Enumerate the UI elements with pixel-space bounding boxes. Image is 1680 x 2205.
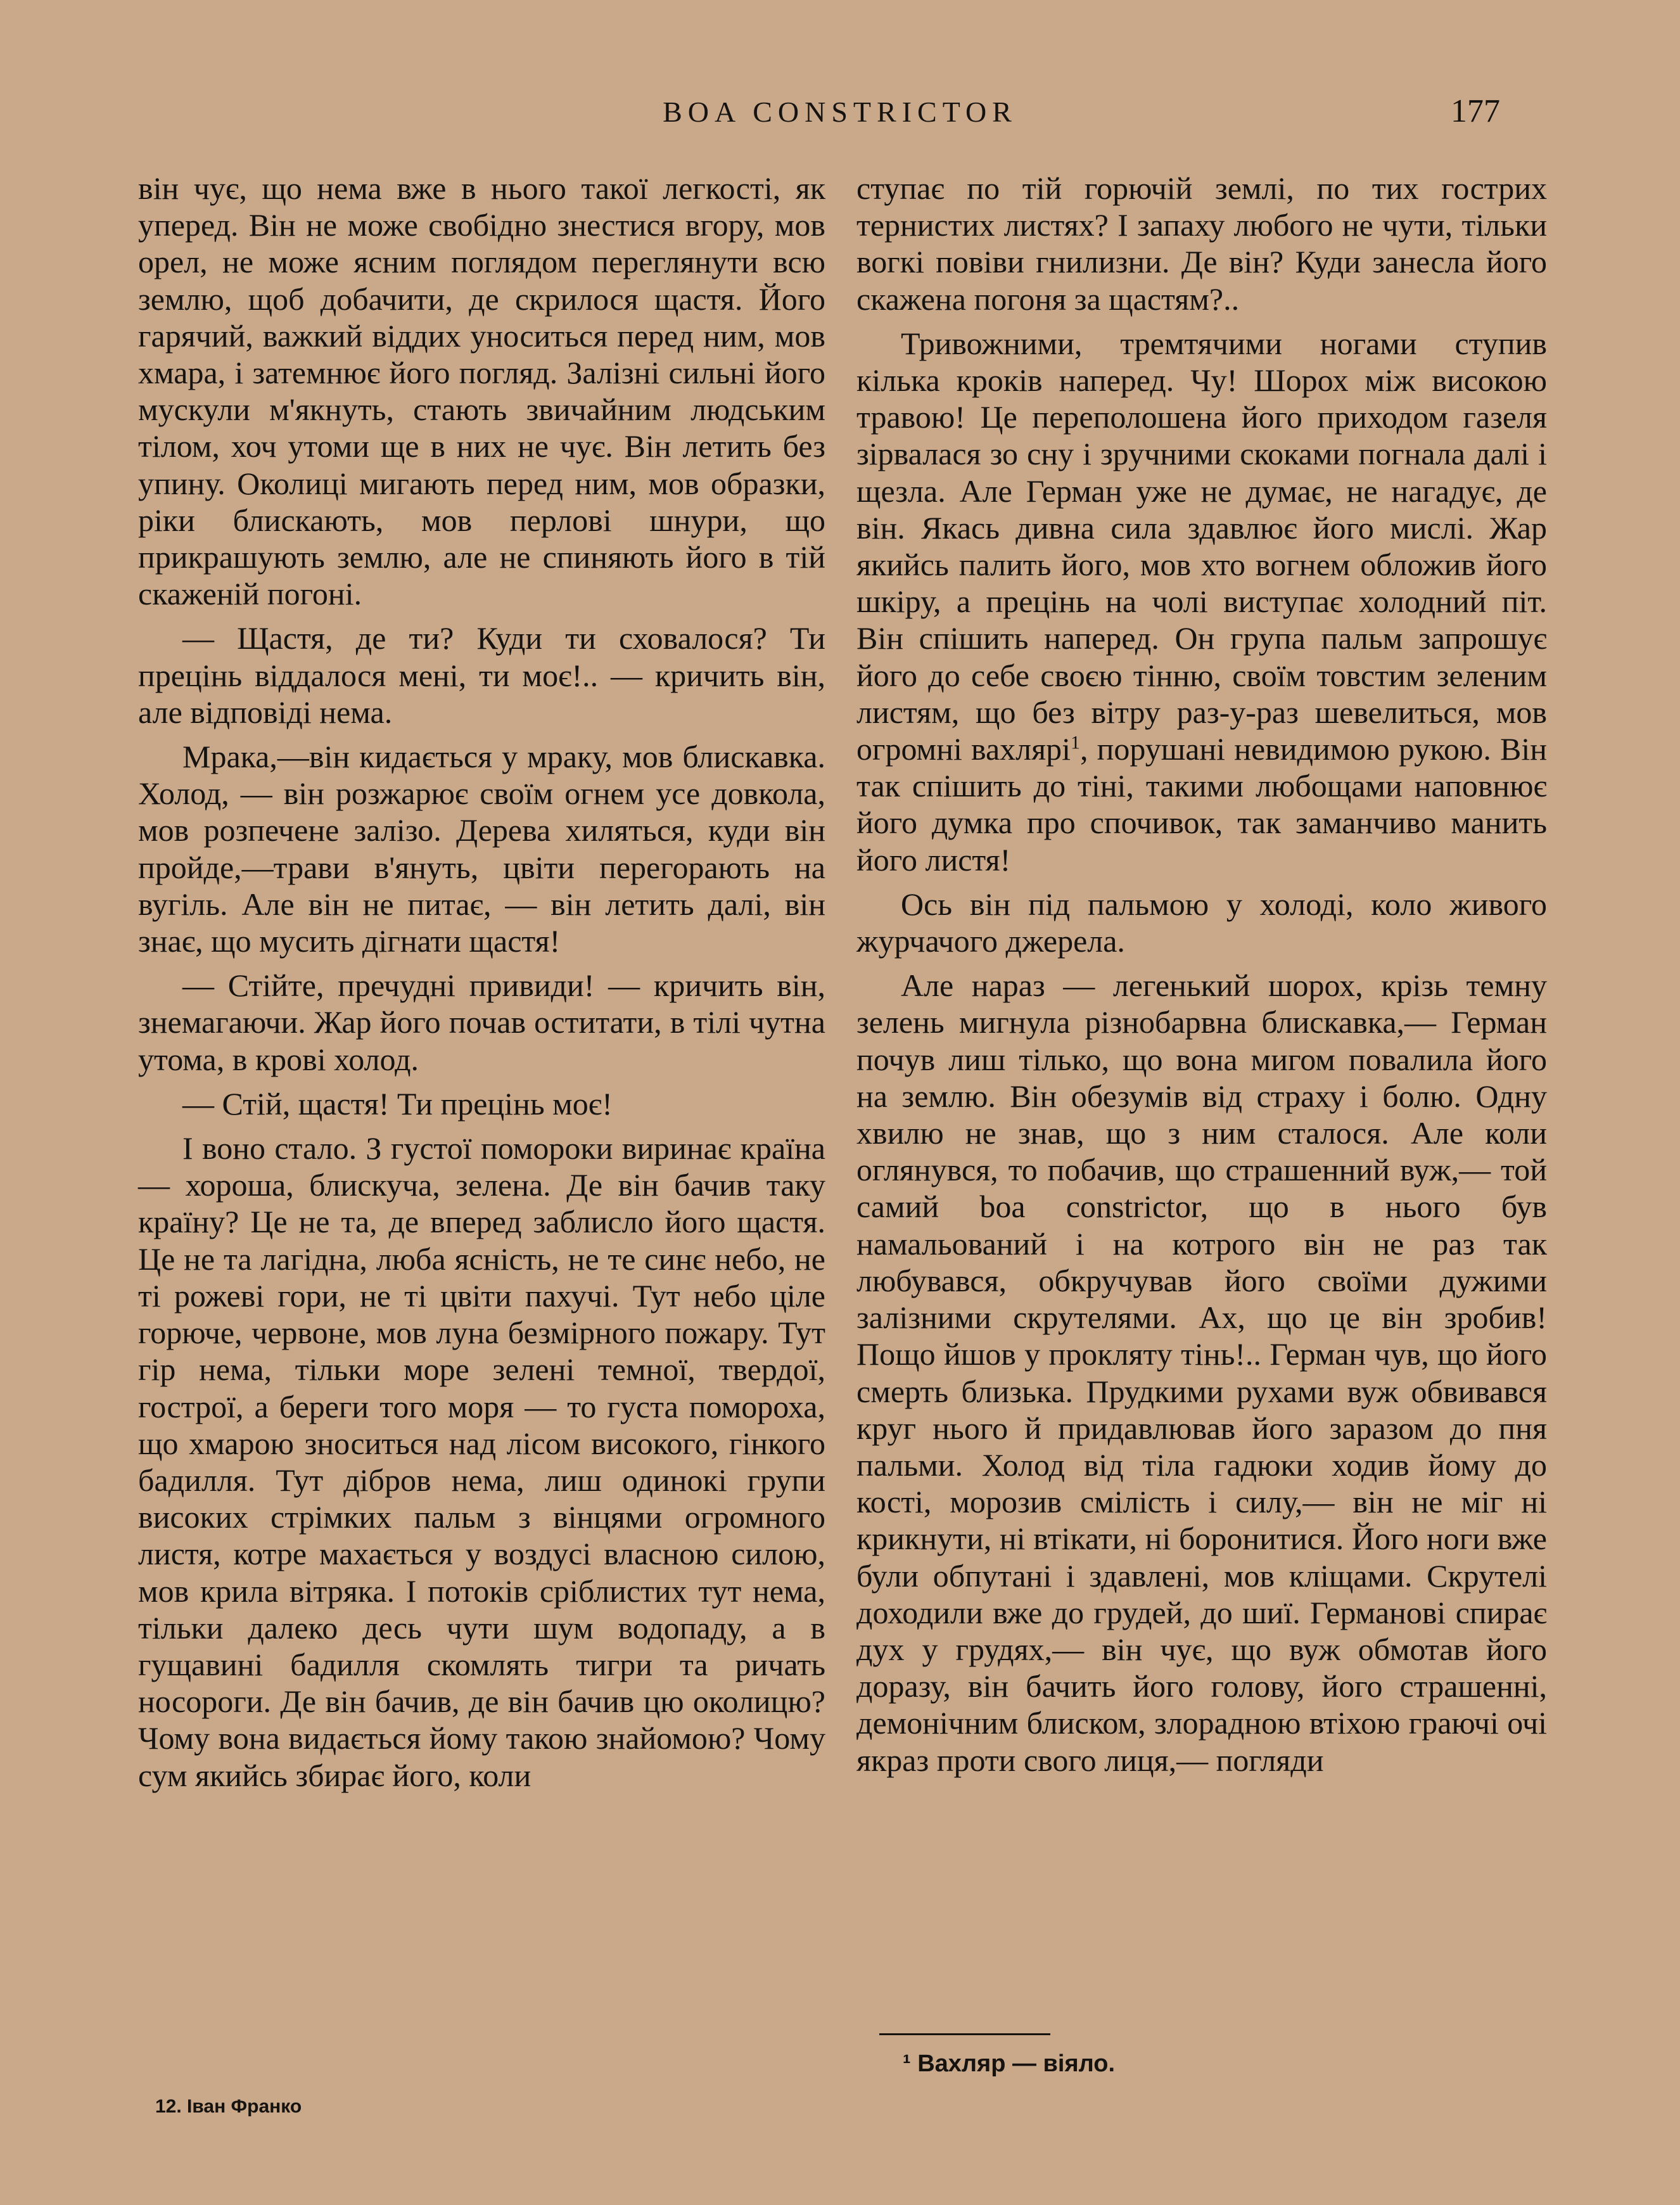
paragraph xyxy=(856,325,1547,878)
paragraph-text-tail: , порушані невидимою рукою. Він так спішить до тіні, такими любощами наповнює його думка про спочивок, так заманчиво манить його листя! xyxy=(856,731,1547,878)
signature-mark: 12. Іван Франко xyxy=(155,2096,302,2117)
left-column xyxy=(138,170,825,1801)
paragraph: він чує, що нема вже в нього такої легкості, як уперед. Він не може свобідно знестися вгору, мов орел, не може ясним поглядом переглянути всю землю, щоб добачити, де скрилося щастя. Його гарячий, важкий віддих уноситься перед ним, мов хмара, і затемнює його погляд. Залізні сильні його мускули м'якнуть, стають звичайним людським тілом, хоч утоми ще в них не чує. Він летить без упину. Околиці мигають перед ним, мов образки, ріки блискають, мов перлові шнури, що прикрашують землю, але не спиняють його в тій скаженій погоні. xyxy=(138,170,825,612)
footnote-rule xyxy=(879,2033,1050,2035)
footnote-marker: 1 xyxy=(1070,732,1080,753)
paragraph: Мрака,—він кидається у мраку, мов блискавка. Холод, — він розжарює своїм огнем усе довкола, мов розпечене залізо. Дерева хиляться, куди він пройде,—трави в'януть, цвіти перегорають на вугіль. Але він не питає, — він летить далі, він знає, що мусить дігнати щастя! xyxy=(138,739,825,959)
running-head xyxy=(0,95,1680,139)
footnote: ¹ Вахляр — віяло. xyxy=(903,2050,1116,2077)
paragraph: — Стійте, пречудні привиди! — кричить він, знемагаючи. Жар його почав оститати, в тілі чутна утома, в крові холод. xyxy=(138,968,825,1077)
right-column xyxy=(856,170,1547,1786)
paragraph: Але нараз — легенький шорох, крізь темну зелень мигнула різнобарвна блискавка,— Герман почув лиш тілько, що вона мигом повалила його на землю. Він обезумів від страху і болю. Одну хвилю не знав, що з ним сталося. Але коли оглянувся, то побачив, що страшенний вуж,— той самий boa constrictor, що в нього був намальований і на котрого він не раз так любувався, обкручував його своїми дужими залізними скрутелями. Ах, що це він зробив! Пощо йшов у прокляту тінь!.. Герман чув, що його смерть близька. Прудкими рухами вуж обвивався круг нього й придавлював його заразом до пня пальми. Холод від тіла гадюки ходив йому до кості, морозив смілість і силу,— він не міг ні крикнути, ні втікати, ні боронитися. Його ноги вже були обпутані і здавлені, мов кліщами. Скрутелі доходили вже до грудей, до шиї. Германові спирає дух у грудях,— він чує, що вуж обмотав його доразу, він бачить його голову, його страшенні, демонічним блиском, злорадною втіхою граючі очі якраз проти свого лиця,— погляди xyxy=(856,968,1547,1778)
paragraph: І воно стало. З густої помороки виринає країна — хороша, блискуча, зелена. Де він бачив таку країну? Це не та, де вперед заблисло його щастя. Це не та лагідна, люба ясність, не те синє небо, не ті рожеві гори, не ті цвіти пахучі. Тут небо ціле горюче, червоне, мов луна безмірного пожару. Тут гір нема, тільки море зелені темної, твердої, гострої, а береги того моря — то густа помороха, що хмарою зноситься над лісом високого, гінкого бадилля. Тут дібров нема, лиш одинокі групи високих стрімких пальм з вінцями огромного листя, котре махається у воздусі власною силою, мов крила вітряка. І потоків сріблистих тут нема, тільки далеко десь чути шум водопаду, а в гущавині бадилля скомлять тигри та ричать носороги. Де він бачив, де він бачив цю околицю? Чому вона видається йому такою знайомою? Чому сум якийсь збирає його, коли xyxy=(138,1130,825,1793)
paragraph: — Стій, щастя! Ти прецінь моє! xyxy=(182,1085,613,1122)
page-number: 177 xyxy=(1451,93,1500,129)
running-title: BOA CONSTRICTOR xyxy=(663,96,1017,128)
paragraph: — Щастя, де ти? Куди ти сховалося? Ти прецінь віддалося мені, ти моє!.. — кричить він, але відповіді нема. xyxy=(138,620,825,730)
paragraph: ступає по тій горючій землі, по тих гострих тернистих листях? І запаху любого не чути, тільки вогкі повіви гнилизни. Де він? Куди занесла його скажена погоня за щастям?.. xyxy=(856,170,1547,317)
paragraph-text: Тривожними, тремтячими ногами ступив кілька кроків наперед. Чу! Шорох між високою травою! Це переполошена його приходом газеля зірвалася зо сну і зручними скоками погнала далі і щезла. Але Герман уже не думає, не нагадує, де він. Якась дивна сила здавлює його мислі. Жар якийсь палить його, мов хто вогнем обложив його шкіру, а прецінь на чолі виступає холодний піт. Він спішить наперед. Он група пальм запрошує його до себе своєю тінню, своїм товстим зеленим листям, що без вітру раз-у-раз шевелиться, мов огромні вахлярі xyxy=(856,325,1547,767)
paragraph: Ось він під пальмою у холоді, коло живого журчачого джерела. xyxy=(856,886,1547,959)
